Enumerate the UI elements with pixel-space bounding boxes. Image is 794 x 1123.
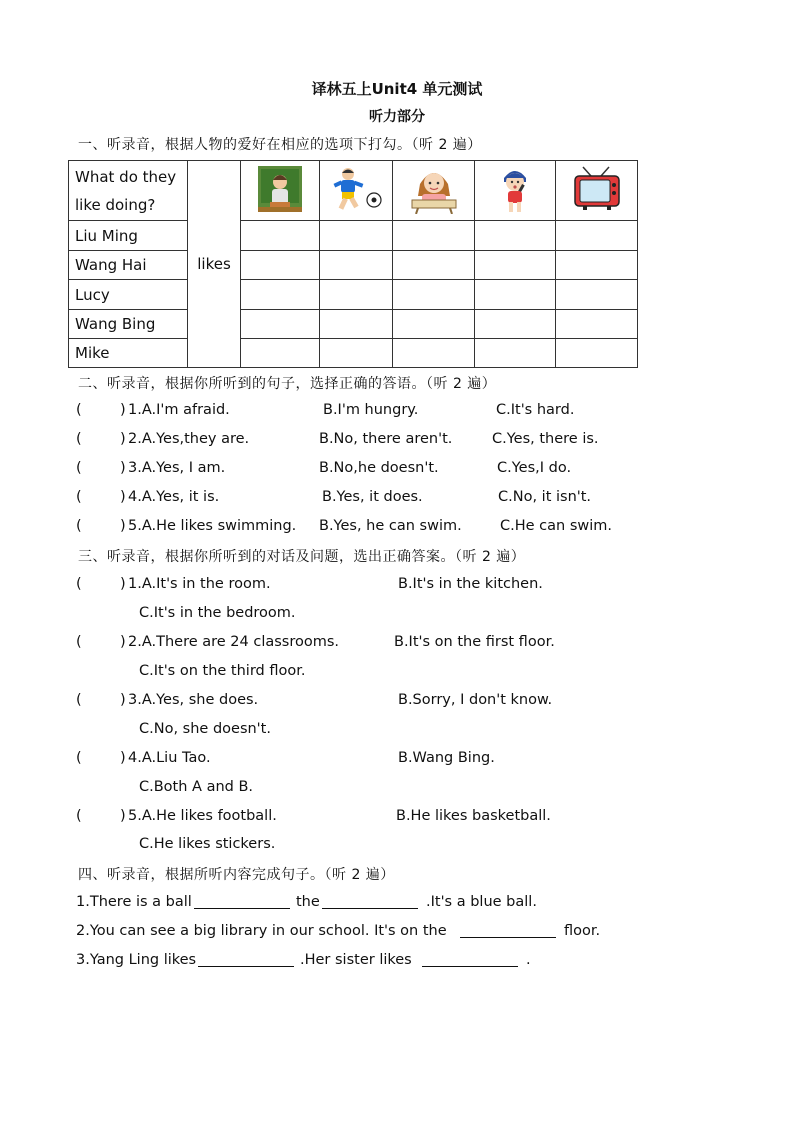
girl-singing-icon: [495, 164, 535, 214]
check-cell[interactable]: [556, 339, 638, 368]
hobby-option-4: [475, 161, 556, 221]
sentence-text: 3.Yang Ling likes: [76, 952, 197, 968]
check-cell[interactable]: [320, 251, 393, 280]
answer-paren-close: ): [120, 634, 126, 650]
check-cell[interactable]: [556, 251, 638, 280]
option-a: 1.A.It's in the room.: [128, 576, 271, 592]
check-cell[interactable]: [393, 310, 475, 339]
option-c: C.It's in the bedroom.: [139, 605, 296, 621]
question-line2: like doing?: [75, 195, 156, 214]
option-b: B.Yes, it does.: [322, 489, 423, 505]
option-c: C.Both A and B.: [139, 779, 254, 795]
answer-paren-open[interactable]: (: [76, 692, 82, 708]
check-cell[interactable]: [320, 310, 393, 339]
option-a: 3.A.Yes, she does.: [128, 692, 259, 708]
page-title: 译林五上Unit4 单元测试: [311, 80, 483, 98]
check-cell[interactable]: [393, 339, 475, 368]
check-cell[interactable]: [475, 280, 556, 310]
answer-paren-close: ): [120, 431, 126, 447]
answer-blank[interactable]: [422, 952, 518, 967]
answer-paren-open[interactable]: (: [76, 460, 82, 476]
option-c: C.No, it isn't.: [498, 489, 592, 505]
option-c: C.Yes, there is.: [492, 431, 599, 447]
sentence-text: .: [526, 952, 531, 968]
answer-paren-open[interactable]: (: [76, 808, 82, 824]
section-subtitle: 听力部分: [369, 109, 425, 125]
name-cell: Liu Ming: [69, 221, 188, 251]
check-cell[interactable]: [475, 251, 556, 280]
name-cell: Wang Bing: [69, 310, 188, 339]
answer-paren-close: ): [120, 489, 126, 505]
check-cell[interactable]: [241, 280, 320, 310]
answer-paren-open[interactable]: (: [76, 431, 82, 447]
name-cell: Wang Hai: [69, 251, 188, 280]
option-b: B.Wang Bing.: [398, 750, 495, 766]
hobby-option-2: [320, 161, 393, 221]
option-b: B.It's in the kitchen.: [398, 576, 543, 592]
option-a: 5.A.He likes swimming.: [128, 518, 297, 534]
table-row: [69, 280, 638, 310]
answer-blank[interactable]: [194, 894, 290, 909]
option-b: B.Yes, he can swim.: [319, 518, 462, 534]
check-cell[interactable]: [393, 280, 475, 310]
check-cell[interactable]: [556, 280, 638, 310]
option-c: C.It's hard.: [496, 402, 575, 418]
sentence-text: the: [296, 894, 320, 910]
sentence-text: 2.You can see a big library in our school. It's on the: [76, 923, 447, 939]
check-cell[interactable]: [320, 221, 393, 251]
option-a: 1.A.I'm afraid.: [128, 402, 230, 418]
answer-paren-open[interactable]: (: [76, 576, 82, 592]
part4-heading: 四、听录音，根据所听内容完成句子。（听 2 遍）: [78, 867, 395, 883]
check-cell[interactable]: [320, 339, 393, 368]
option-a: 4.A.Liu Tao.: [128, 750, 211, 766]
table-row: [69, 251, 638, 280]
option-b: B.He likes basketball.: [396, 808, 551, 824]
check-cell[interactable]: [241, 339, 320, 368]
hobby-option-1: [241, 161, 320, 221]
check-cell[interactable]: [556, 221, 638, 251]
check-cell[interactable]: [241, 251, 320, 280]
sentence-text: .It's a blue ball.: [426, 894, 537, 910]
answer-paren-open[interactable]: (: [76, 750, 82, 766]
likes-cell: likes: [188, 161, 241, 368]
answer-blank[interactable]: [198, 952, 294, 967]
option-b: B.Sorry, I don't know.: [398, 692, 553, 708]
answer-paren-close: ): [120, 808, 126, 824]
answer-paren-open[interactable]: (: [76, 634, 82, 650]
table-row: [69, 339, 638, 368]
answer-paren-open[interactable]: (: [76, 518, 82, 534]
option-b: B.I'm hungry.: [323, 402, 419, 418]
hobby-grid: [68, 160, 638, 368]
name-cell: Lucy: [69, 280, 188, 310]
answer-paren-close: ): [120, 692, 126, 708]
sentence-text: 1.There is a ball: [76, 894, 192, 910]
option-a: 4.A.Yes, it is.: [128, 489, 220, 505]
check-cell[interactable]: [475, 339, 556, 368]
answer-paren-close: ): [120, 460, 126, 476]
check-cell[interactable]: [241, 310, 320, 339]
option-a: 2.A.Yes,they are.: [128, 431, 250, 447]
part2-heading: 二、听录音，根据你所听到的句子，选择正确的答语。（听 2 遍）: [78, 376, 497, 392]
answer-paren-close: ): [120, 402, 126, 418]
sentence-text: .Her sister likes: [300, 952, 412, 968]
table-row: [69, 221, 638, 251]
check-cell[interactable]: [475, 221, 556, 251]
girl-drawing-icon: [408, 164, 460, 214]
answer-paren-open[interactable]: (: [76, 402, 82, 418]
answer-paren-open[interactable]: (: [76, 489, 82, 505]
check-cell[interactable]: [241, 221, 320, 251]
answer-paren-close: ): [120, 576, 126, 592]
hobby-option-5: [556, 161, 638, 221]
check-cell[interactable]: [393, 251, 475, 280]
check-cell[interactable]: [393, 221, 475, 251]
table-row: [69, 310, 638, 339]
option-a: 3.A.Yes, I am.: [128, 460, 226, 476]
name-cell: Mike: [69, 339, 188, 368]
answer-blank[interactable]: [322, 894, 418, 909]
check-cell[interactable]: [556, 310, 638, 339]
check-cell[interactable]: [320, 280, 393, 310]
teacher-at-board-icon: [256, 164, 304, 214]
question-cell: [69, 161, 188, 221]
answer-blank[interactable]: [460, 923, 556, 938]
option-c: C.It's on the third floor.: [139, 663, 306, 679]
option-b: B.No,he doesn't.: [319, 460, 439, 476]
option-b: B.No, there aren't.: [319, 431, 453, 447]
question-line1: What do they: [75, 167, 177, 186]
option-c: C.No, she doesn't.: [139, 721, 271, 737]
hobby-option-3: [393, 161, 475, 221]
option-b: B.It's on the first floor.: [394, 634, 555, 650]
part1-heading: 一、听录音，根据人物的爱好在相应的选项下打勾。（听 2 遍）: [78, 137, 482, 153]
option-c: C.Yes,I do.: [497, 460, 572, 476]
answer-paren-close: ): [120, 750, 126, 766]
option-a: 5.A.He likes football.: [128, 808, 277, 824]
boy-playing-football-icon: [326, 166, 386, 212]
sentence-text: floor.: [564, 923, 601, 939]
option-a: 2.A.There are 24 classrooms.: [128, 634, 340, 650]
answer-paren-close: ): [120, 518, 126, 534]
option-c: C.He likes stickers.: [139, 836, 276, 852]
television-icon: [571, 166, 623, 212]
part3-heading: 三、听录音，根据你所听到的对话及问题，选出正确答案。（听 2 遍）: [78, 549, 526, 565]
check-cell[interactable]: [475, 310, 556, 339]
option-c: C.He can swim.: [500, 518, 612, 534]
